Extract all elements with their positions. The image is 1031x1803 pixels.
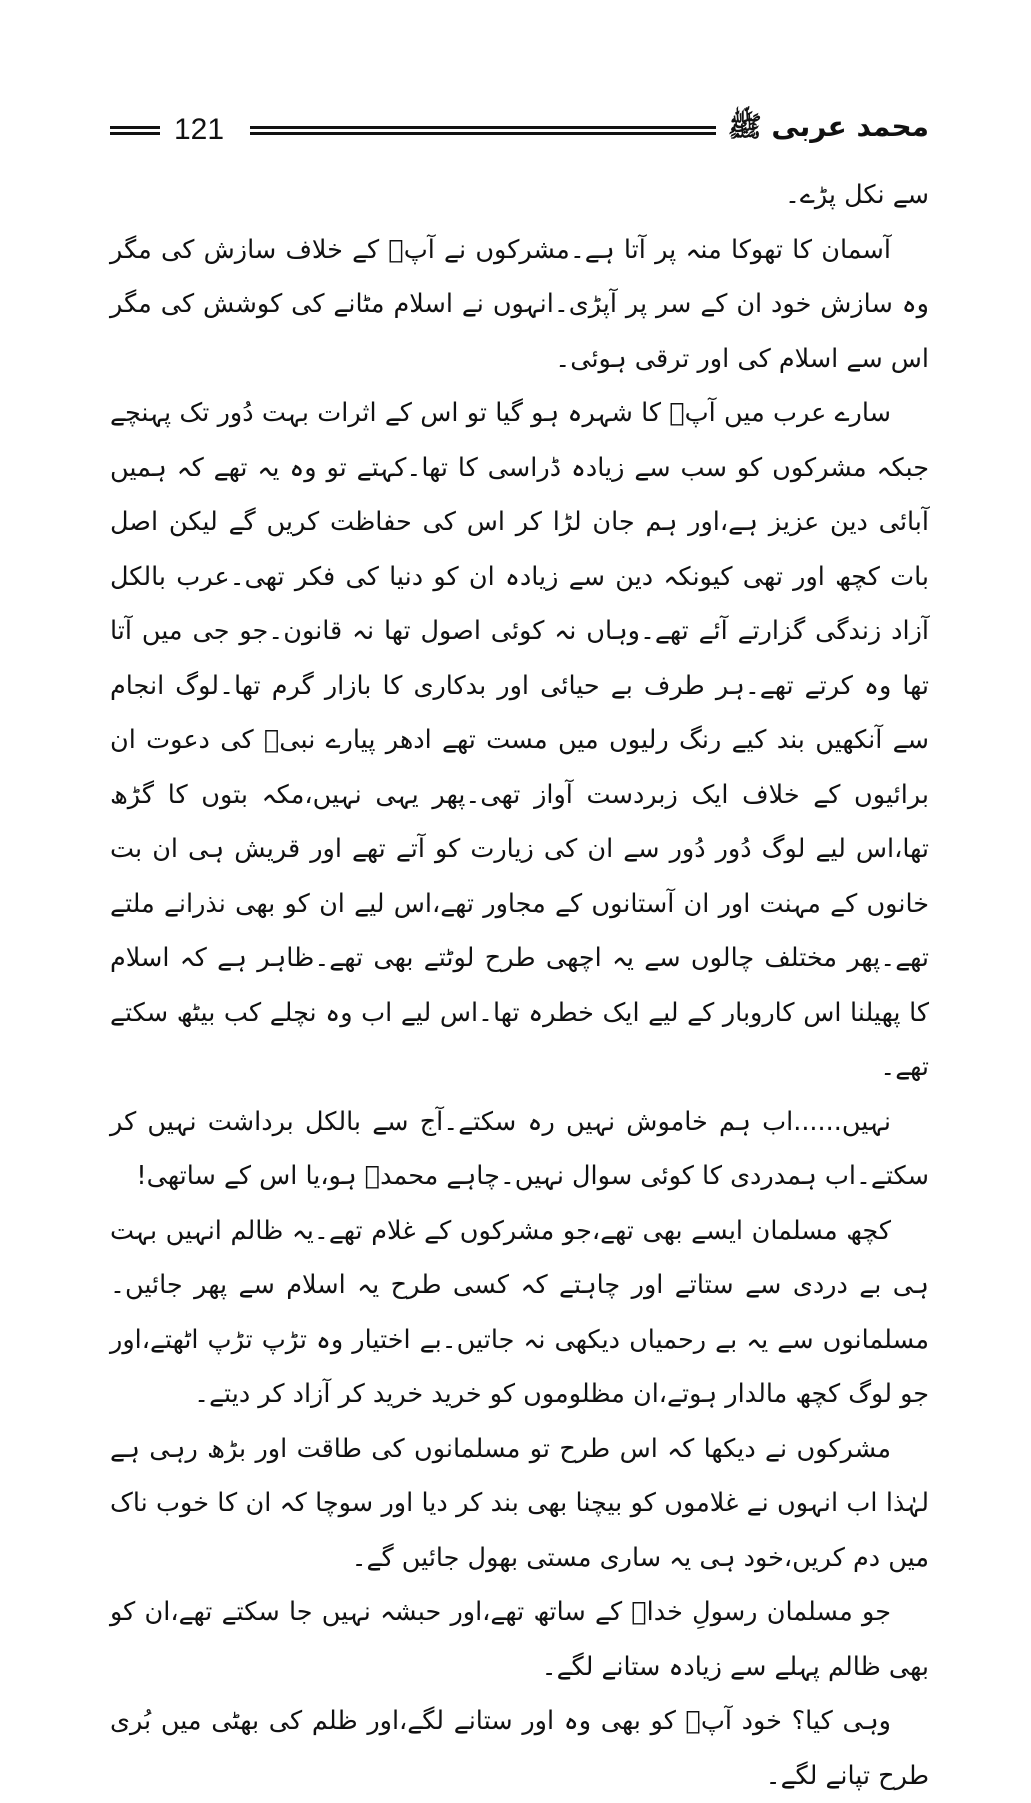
- paragraph-7: جو مسلمان رسولِ خداؐ کے ساتھ تھے،اور حبشہ نہیں جا سکتے تھے،ان کو بھی ظالم پہلے سے زیادہ ستانے لگے۔: [110, 1597, 929, 1682]
- header-rule-middle: [250, 126, 716, 135]
- paragraph-1: سے نکل پڑے۔: [784, 180, 929, 210]
- page-number: 121: [174, 113, 225, 146]
- paragraph-2: آسمان کا تھوکا منہ پر آتا ہے۔مشرکوں نے آپؐ کے خلاف سازش کی مگر وہ سازش خود ان کے سر پر آپڑی۔انہوں نے اسلام مٹانے کی کوشش کی مگر اس سے اسلام کی اور ترقی ہوئی۔: [110, 234, 929, 374]
- running-title: محمد عربی ﷺ: [727, 110, 929, 143]
- page-header: [110, 100, 929, 160]
- page-body: [110, 168, 929, 1803]
- paragraph-6: مشرکوں نے دیکھا کہ اس طرح تو مسلمانوں کی طاقت اور بڑھ رہی ہے لہٰذا اب انہوں نے غلاموں کو بیچنا بھی بند کر دیا اور سوچا کہ ان کا خوب ناک میں دم کریں،خود ہی یہ ساری مستی بھول جائیں گے۔: [110, 1433, 929, 1573]
- paragraph-4: نہیں......اب ہم خاموش نہیں رہ سکتے۔آج سے بالکل برداشت نہیں کر سکتے۔اب ہمدردی کا کوئی سوال نہیں۔چاہے محمدؐ ہو،یا اس کے ساتھی!: [110, 1106, 929, 1191]
- paragraph-8: وہی کیا؟ خود آپؐ کو بھی وہ اور ستانے لگے،اور ظلم کی بھٹی میں بُری طرح تپانے لگے۔: [110, 1706, 929, 1791]
- header-rule-left: [110, 126, 160, 135]
- paragraph-3: سارے عرب میں آپؐ کا شہرہ ہو گیا تو اس کے اثرات بہت دُور تک پہنچے جبکہ مشرکوں کو سب سے زیادہ ڈراسی کا تھا۔کہتے تو وہ یہ تھے کہ ہمیں آبائی دین عزیز ہے،اور ہم جان لڑا کر اس کی حفاظت کریں گے لیکن اصل بات کچھ اور تھی کیونکہ دین سے زیادہ ان کو دنیا کی فکر تھی۔عرب بالکل آزاد زندگی گزارتے آئے تھے۔وہاں نہ کوئی اصول تھا نہ قانون۔جو جی میں آتا تھا وہ کرتے تھے۔ہر طرف بے حیائی اور بدکاری کا بازار گرم تھا۔لوگ انجام سے آنکھیں بند کیے رنگ رلیوں میں مست تھے ادھر پیارے نبیؐ کی دعوت ان برائیوں کے خلاف ایک زبردست آواز تھی۔پھر یہی نہیں،مکہ بتوں کا گڑھ تھا،اس لیے لوگ دُور دُور سے ان کی زیارت کو آتے تھے اور قریش ہی ان بت خانوں کے مہنت اور ان آستانوں کے مجاور تھے،اس لیے ان کو بھی نذرانے ملتے تھے۔پھر مختلف چالوں سے یہ اچھی طرح لوٹتے بھی تھے۔ظاہر ہے کہ اسلام کا پھیلنا اس کاروبار کے لیے ایک خطرہ تھا۔اس لیے اب وہ نچلے کب بیٹھ سکتے تھے۔: [110, 398, 929, 1082]
- paragraph-5: کچھ مسلمان ایسے بھی تھے،جو مشرکوں کے غلام تھے۔یہ ظالم انہیں بہت ہی بے دردی سے ستاتے اور چاہتے کہ کسی طرح یہ اسلام سے پھر جائیں۔مسلمانوں سے یہ بے رحمیاں دیکھی نہ جاتیں۔بے اختیار وہ تڑپ تڑپ اٹھتے،اور جو لوگ کچھ مالدار ہوتے،ان مظلوموں کو خرید خرید کر آزاد کر دیتے۔: [110, 1215, 929, 1409]
